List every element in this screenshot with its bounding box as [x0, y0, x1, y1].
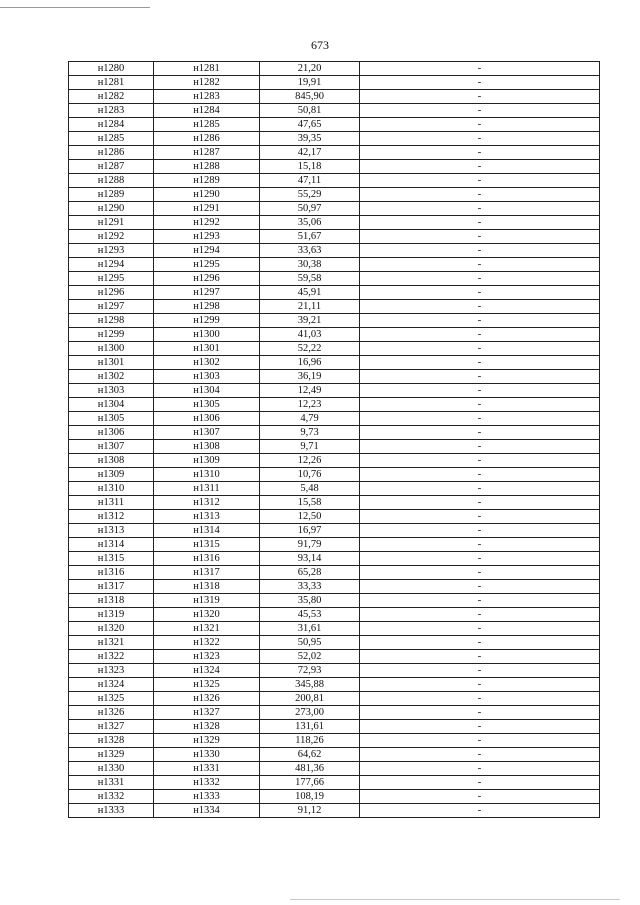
table-row [69, 692, 600, 706]
table-row [69, 762, 600, 776]
distance-cell: 35,06 [260, 216, 360, 230]
from-point-cell: н1286 [69, 146, 154, 160]
table-row [69, 412, 600, 426]
to-point-cell: н1289 [154, 174, 260, 188]
note-cell: - [360, 328, 600, 342]
from-point-cell: н1309 [69, 468, 154, 482]
table-row [69, 370, 600, 384]
table-row [69, 580, 600, 594]
note-cell: - [360, 468, 600, 482]
from-point-cell: н1330 [69, 762, 154, 776]
to-point-cell: н1282 [154, 76, 260, 90]
from-point-cell: н1320 [69, 622, 154, 636]
from-point-cell: н1331 [69, 776, 154, 790]
from-point-cell: н1316 [69, 566, 154, 580]
to-point-cell: н1290 [154, 188, 260, 202]
from-point-cell: н1313 [69, 524, 154, 538]
from-point-cell: н1325 [69, 692, 154, 706]
table-row [69, 776, 600, 790]
note-cell: - [360, 370, 600, 384]
note-cell: - [360, 356, 600, 370]
note-cell: - [360, 244, 600, 258]
distance-cell: 118,26 [260, 734, 360, 748]
table-row [69, 202, 600, 216]
from-point-cell: н1314 [69, 538, 154, 552]
distance-cell: 16,96 [260, 356, 360, 370]
distance-cell: 273,00 [260, 706, 360, 720]
distance-cell: 41,03 [260, 328, 360, 342]
to-point-cell: н1330 [154, 748, 260, 762]
distance-cell: 10,76 [260, 468, 360, 482]
to-point-cell: н1298 [154, 300, 260, 314]
from-point-cell: н1306 [69, 426, 154, 440]
note-cell: - [360, 314, 600, 328]
note-cell: - [360, 650, 600, 664]
distance-cell: 35,80 [260, 594, 360, 608]
to-point-cell: н1294 [154, 244, 260, 258]
from-point-cell: н1289 [69, 188, 154, 202]
distance-cell: 39,35 [260, 132, 360, 146]
from-point-cell: н1322 [69, 650, 154, 664]
note-cell: - [360, 622, 600, 636]
to-point-cell: н1286 [154, 132, 260, 146]
to-point-cell: н1285 [154, 118, 260, 132]
table-row [69, 76, 600, 90]
distance-cell: 31,61 [260, 622, 360, 636]
table-row [69, 482, 600, 496]
from-point-cell: н1307 [69, 440, 154, 454]
table-row [69, 664, 600, 678]
distance-cell: 12,26 [260, 454, 360, 468]
distance-cell: 19,91 [260, 76, 360, 90]
distance-cell: 481,36 [260, 762, 360, 776]
to-point-cell: н1321 [154, 622, 260, 636]
table-row [69, 454, 600, 468]
table-row [69, 650, 600, 664]
distance-cell: 39,21 [260, 314, 360, 328]
from-point-cell: н1324 [69, 678, 154, 692]
note-cell: - [360, 188, 600, 202]
to-point-cell: н1331 [154, 762, 260, 776]
from-point-cell: н1293 [69, 244, 154, 258]
distance-cell: 91,79 [260, 538, 360, 552]
note-cell: - [360, 230, 600, 244]
from-point-cell: н1304 [69, 398, 154, 412]
distance-cell: 59,58 [260, 272, 360, 286]
distance-cell: 36,19 [260, 370, 360, 384]
note-cell: - [360, 146, 600, 160]
table-row [69, 538, 600, 552]
from-point-cell: н1303 [69, 384, 154, 398]
from-point-cell: н1300 [69, 342, 154, 356]
table-row [69, 300, 600, 314]
note-cell: - [360, 748, 600, 762]
table-row [69, 118, 600, 132]
to-point-cell: н1317 [154, 566, 260, 580]
to-point-cell: н1332 [154, 776, 260, 790]
note-cell: - [360, 566, 600, 580]
to-point-cell: н1308 [154, 440, 260, 454]
note-cell: - [360, 580, 600, 594]
distance-cell: 30,38 [260, 258, 360, 272]
distance-cell: 55,29 [260, 188, 360, 202]
distance-cell: 15,58 [260, 496, 360, 510]
to-point-cell: н1324 [154, 664, 260, 678]
to-point-cell: н1297 [154, 286, 260, 300]
table-row [69, 216, 600, 230]
note-cell: - [360, 678, 600, 692]
distance-cell: 12,49 [260, 384, 360, 398]
from-point-cell: н1291 [69, 216, 154, 230]
table-row [69, 160, 600, 174]
note-cell: - [360, 300, 600, 314]
to-point-cell: н1293 [154, 230, 260, 244]
to-point-cell: н1328 [154, 720, 260, 734]
note-cell: - [360, 426, 600, 440]
distance-cell: 50,81 [260, 104, 360, 118]
note-cell: - [360, 118, 600, 132]
from-point-cell: н1317 [69, 580, 154, 594]
table-row [69, 496, 600, 510]
scan-edge-top [0, 7, 150, 8]
from-point-cell: н1299 [69, 328, 154, 342]
from-point-cell: н1285 [69, 132, 154, 146]
note-cell: - [360, 384, 600, 398]
distance-cell: 42,17 [260, 146, 360, 160]
to-point-cell: н1281 [154, 62, 260, 76]
table-row [69, 384, 600, 398]
distance-cell: 51,67 [260, 230, 360, 244]
from-point-cell: н1301 [69, 356, 154, 370]
distance-cell: 33,33 [260, 580, 360, 594]
note-cell: - [360, 104, 600, 118]
to-point-cell: н1309 [154, 454, 260, 468]
note-cell: - [360, 790, 600, 804]
to-point-cell: н1325 [154, 678, 260, 692]
note-cell: - [360, 496, 600, 510]
table-row [69, 804, 600, 818]
table-row [69, 510, 600, 524]
to-point-cell: н1307 [154, 426, 260, 440]
to-point-cell: н1292 [154, 216, 260, 230]
table-row [69, 314, 600, 328]
table-row [69, 734, 600, 748]
distance-cell: 45,53 [260, 608, 360, 622]
to-point-cell: н1314 [154, 524, 260, 538]
to-point-cell: н1306 [154, 412, 260, 426]
table-row [69, 146, 600, 160]
from-point-cell: н1284 [69, 118, 154, 132]
table-row [69, 104, 600, 118]
to-point-cell: н1326 [154, 692, 260, 706]
table-body [69, 62, 600, 818]
distance-cell: 64,62 [260, 748, 360, 762]
distance-cell: 52,02 [260, 650, 360, 664]
from-point-cell: н1283 [69, 104, 154, 118]
table-row [69, 720, 600, 734]
distance-cell: 93,14 [260, 552, 360, 566]
to-point-cell: н1284 [154, 104, 260, 118]
table-row [69, 132, 600, 146]
to-point-cell: н1327 [154, 706, 260, 720]
from-point-cell: н1310 [69, 482, 154, 496]
distance-cell: 45,91 [260, 286, 360, 300]
from-point-cell: н1323 [69, 664, 154, 678]
distance-cell: 9,73 [260, 426, 360, 440]
note-cell: - [360, 286, 600, 300]
from-point-cell: н1321 [69, 636, 154, 650]
note-cell: - [360, 608, 600, 622]
table-row [69, 342, 600, 356]
table-row [69, 608, 600, 622]
table-row [69, 524, 600, 538]
table-row [69, 398, 600, 412]
table-row [69, 594, 600, 608]
from-point-cell: н1292 [69, 230, 154, 244]
note-cell: - [360, 762, 600, 776]
to-point-cell: н1299 [154, 314, 260, 328]
distance-cell: 50,95 [260, 636, 360, 650]
note-cell: - [360, 258, 600, 272]
table-row [69, 426, 600, 440]
to-point-cell: н1296 [154, 272, 260, 286]
to-point-cell: н1334 [154, 804, 260, 818]
note-cell: - [360, 636, 600, 650]
note-cell: - [360, 734, 600, 748]
to-point-cell: н1313 [154, 510, 260, 524]
to-point-cell: н1300 [154, 328, 260, 342]
distance-cell: 21,20 [260, 62, 360, 76]
distance-cell: 12,50 [260, 510, 360, 524]
note-cell: - [360, 552, 600, 566]
to-point-cell: н1291 [154, 202, 260, 216]
from-point-cell: н1315 [69, 552, 154, 566]
from-point-cell: н1312 [69, 510, 154, 524]
distance-cell: 16,97 [260, 524, 360, 538]
from-point-cell: н1305 [69, 412, 154, 426]
note-cell: - [360, 524, 600, 538]
distance-cell: 50,97 [260, 202, 360, 216]
note-cell: - [360, 510, 600, 524]
to-point-cell: н1302 [154, 356, 260, 370]
to-point-cell: н1310 [154, 468, 260, 482]
distance-cell: 845,90 [260, 90, 360, 104]
note-cell: - [360, 776, 600, 790]
table-row [69, 468, 600, 482]
from-point-cell: н1327 [69, 720, 154, 734]
distance-cell: 65,28 [260, 566, 360, 580]
from-point-cell: н1329 [69, 748, 154, 762]
table-row [69, 356, 600, 370]
from-point-cell: н1326 [69, 706, 154, 720]
table-row [69, 678, 600, 692]
distance-cell: 131,61 [260, 720, 360, 734]
distance-cell: 4,79 [260, 412, 360, 426]
table-row [69, 174, 600, 188]
note-cell: - [360, 804, 600, 818]
note-cell: - [360, 664, 600, 678]
from-point-cell: н1290 [69, 202, 154, 216]
to-point-cell: н1295 [154, 258, 260, 272]
from-point-cell: н1328 [69, 734, 154, 748]
page-number: 673 [311, 38, 329, 52]
table-row [69, 188, 600, 202]
to-point-cell: н1329 [154, 734, 260, 748]
note-cell: - [360, 76, 600, 90]
note-cell: - [360, 272, 600, 286]
table-row [69, 90, 600, 104]
scan-edge-bottom [290, 899, 620, 900]
from-point-cell: н1281 [69, 76, 154, 90]
from-point-cell: н1333 [69, 804, 154, 818]
to-point-cell: н1319 [154, 594, 260, 608]
to-point-cell: н1312 [154, 496, 260, 510]
from-point-cell: н1298 [69, 314, 154, 328]
to-point-cell: н1320 [154, 608, 260, 622]
note-cell: - [360, 706, 600, 720]
distance-cell: 108,19 [260, 790, 360, 804]
table-row [69, 244, 600, 258]
from-point-cell: н1302 [69, 370, 154, 384]
to-point-cell: н1318 [154, 580, 260, 594]
distance-cell: 200,81 [260, 692, 360, 706]
distance-cell: 72,93 [260, 664, 360, 678]
from-point-cell: н1332 [69, 790, 154, 804]
note-cell: - [360, 160, 600, 174]
to-point-cell: н1333 [154, 790, 260, 804]
to-point-cell: н1305 [154, 398, 260, 412]
table-row [69, 566, 600, 580]
table-row [69, 552, 600, 566]
to-point-cell: н1301 [154, 342, 260, 356]
table-row [69, 62, 600, 76]
distance-cell: 12,23 [260, 398, 360, 412]
to-point-cell: н1287 [154, 146, 260, 160]
table-row [69, 636, 600, 650]
distance-cell: 15,18 [260, 160, 360, 174]
from-point-cell: н1288 [69, 174, 154, 188]
from-point-cell: н1318 [69, 594, 154, 608]
from-point-cell: н1295 [69, 272, 154, 286]
to-point-cell: н1316 [154, 552, 260, 566]
distance-cell: 9,71 [260, 440, 360, 454]
table-row [69, 272, 600, 286]
to-point-cell: н1311 [154, 482, 260, 496]
table-row [69, 328, 600, 342]
coordinates-table [68, 61, 600, 818]
note-cell: - [360, 440, 600, 454]
note-cell: - [360, 538, 600, 552]
from-point-cell: н1311 [69, 496, 154, 510]
distance-cell: 91,12 [260, 804, 360, 818]
note-cell: - [360, 412, 600, 426]
note-cell: - [360, 174, 600, 188]
note-cell: - [360, 398, 600, 412]
from-point-cell: н1294 [69, 258, 154, 272]
distance-cell: 177,66 [260, 776, 360, 790]
note-cell: - [360, 342, 600, 356]
distance-cell: 5,48 [260, 482, 360, 496]
table-row [69, 706, 600, 720]
from-point-cell: н1319 [69, 608, 154, 622]
distance-cell: 33,63 [260, 244, 360, 258]
note-cell: - [360, 216, 600, 230]
note-cell: - [360, 62, 600, 76]
distance-cell: 345,88 [260, 678, 360, 692]
distance-cell: 47,65 [260, 118, 360, 132]
note-cell: - [360, 90, 600, 104]
table-row [69, 748, 600, 762]
note-cell: - [360, 594, 600, 608]
to-point-cell: н1304 [154, 384, 260, 398]
to-point-cell: н1303 [154, 370, 260, 384]
to-point-cell: н1322 [154, 636, 260, 650]
distance-cell: 21,11 [260, 300, 360, 314]
from-point-cell: н1280 [69, 62, 154, 76]
from-point-cell: н1297 [69, 300, 154, 314]
to-point-cell: н1288 [154, 160, 260, 174]
table-row [69, 622, 600, 636]
table-row [69, 230, 600, 244]
note-cell: - [360, 482, 600, 496]
note-cell: - [360, 454, 600, 468]
note-cell: - [360, 202, 600, 216]
table-row [69, 258, 600, 272]
to-point-cell: н1315 [154, 538, 260, 552]
to-point-cell: н1323 [154, 650, 260, 664]
note-cell: - [360, 132, 600, 146]
table-row [69, 286, 600, 300]
from-point-cell: н1287 [69, 160, 154, 174]
from-point-cell: н1308 [69, 454, 154, 468]
note-cell: - [360, 692, 600, 706]
table-row [69, 790, 600, 804]
note-cell: - [360, 720, 600, 734]
from-point-cell: н1296 [69, 286, 154, 300]
distance-cell: 52,22 [260, 342, 360, 356]
from-point-cell: н1282 [69, 90, 154, 104]
table-row [69, 440, 600, 454]
to-point-cell: н1283 [154, 90, 260, 104]
distance-cell: 47,11 [260, 174, 360, 188]
